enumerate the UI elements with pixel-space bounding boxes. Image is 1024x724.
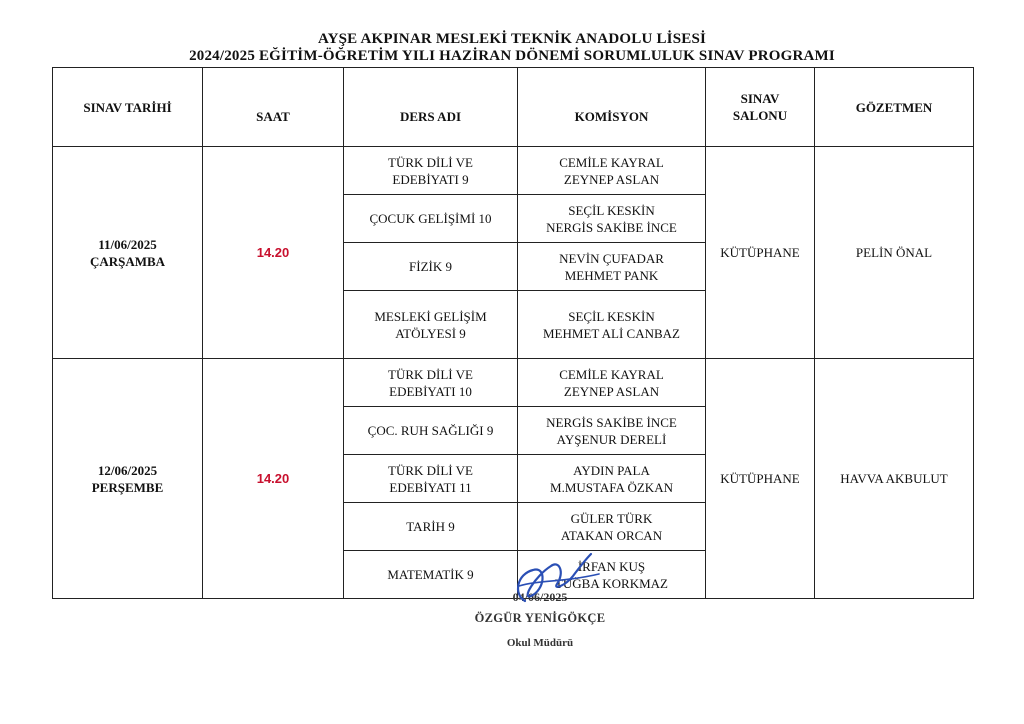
commission-member-1: SEÇİL KESKİN <box>568 202 655 218</box>
table-row <box>53 359 974 407</box>
course-cell <box>344 503 518 551</box>
commission-member-1: NEVİN ÇUFADAR <box>559 250 664 266</box>
commission-member-2: NERGİS SAKİBE İNCE <box>546 219 677 235</box>
course-cell <box>344 359 518 407</box>
table-header-row <box>53 68 974 147</box>
commission-member-1: GÜLER TÜRK <box>570 510 653 526</box>
course-name-line2: ATÖLYESİ 9 <box>395 325 466 341</box>
course-name-line1: TÜRK DİLİ VE <box>388 366 473 382</box>
course-name-line1: TÜRK DİLİ VE <box>388 462 473 478</box>
commission-cell <box>518 503 706 551</box>
document-title: AYŞE AKPINAR MESLEKİ TEKNİK ANADOLU LİSESİ <box>317 31 707 47</box>
course-name-line2: EDEBİYATI 10 <box>389 383 472 399</box>
course-name-line1: ÇOC. RUH SAĞLIĞI 9 <box>367 423 494 438</box>
column-header-room-line1: SINAV <box>740 91 780 106</box>
column-header-time: SAAT <box>203 68 344 147</box>
commission-member-2: AYŞENUR DERELİ <box>556 431 667 447</box>
course-name-line1: TÜRK DİLİ VE <box>388 154 473 170</box>
commission-cell <box>518 291 706 359</box>
course-name-line1: FİZİK 9 <box>409 259 452 274</box>
commission-cell <box>518 455 706 503</box>
commission-member-1: CEMİLE KAYRAL <box>559 154 664 170</box>
document-subtitle: 2024/2025 EĞİTİM-ÖĞRETİM YILI HAZİRAN DÖNEMİ SORUMLULUK SINAV PROGRAMI <box>189 48 835 64</box>
course-cell <box>344 195 518 243</box>
exam-schedule-table <box>52 67 974 599</box>
table-row <box>53 147 974 195</box>
principal-name: ÖZGÜR YENİGÖKÇE <box>474 611 606 625</box>
course-cell <box>344 147 518 195</box>
course-cell <box>344 407 518 455</box>
column-header-room-line2: SALONU <box>732 108 788 123</box>
column-header-commission: KOMİSYON <box>518 68 706 147</box>
course-name-line1: MESLEKİ GELİŞİM <box>374 308 487 324</box>
course-cell <box>344 455 518 503</box>
commission-member-1: İRFAN KUŞ <box>577 558 646 574</box>
exam-weekday: ÇARŞAMBA <box>89 253 166 269</box>
column-header-room <box>706 68 815 147</box>
exam-weekday: PERŞEMBE <box>91 479 164 495</box>
exam-date-cell <box>53 147 203 359</box>
commission-member-2: MEHMET PANK <box>564 267 659 283</box>
exam-date-cell <box>53 359 203 599</box>
commission-cell <box>518 359 706 407</box>
exam-date: 11/06/2025 <box>98 236 157 252</box>
course-cell <box>344 243 518 291</box>
exam-room: KÜTÜPHANE <box>706 359 815 599</box>
commission-member-2: ZEYNEP ASLAN <box>563 171 660 187</box>
exam-room: KÜTÜPHANE <box>706 147 815 359</box>
commission-cell <box>518 407 706 455</box>
course-name-line1: MATEMATİK 9 <box>387 567 474 582</box>
exam-date: 12/06/2025 <box>97 462 158 478</box>
course-name-line2: EDEBİYATI 9 <box>392 171 469 187</box>
commission-member-1: NERGİS SAKİBE İNCE <box>546 414 677 430</box>
commission-cell <box>518 147 706 195</box>
commission-cell <box>518 195 706 243</box>
commission-member-2: TUĞBA KORKMAZ <box>554 575 669 591</box>
course-name-line1: ÇOCUK GELİŞİMİ 10 <box>369 211 492 226</box>
column-header-proctor: GÖZETMEN <box>815 68 974 147</box>
commission-member-1: SEÇİL KESKİN <box>568 308 655 324</box>
principal-title: Okul Müdürü <box>506 637 574 649</box>
course-cell <box>344 291 518 359</box>
commission-cell <box>518 243 706 291</box>
course-name-line2: EDEBİYATI 11 <box>389 479 472 495</box>
commission-member-2: M.MUSTAFA ÖZKAN <box>550 479 673 495</box>
signature-date: 04/06/2025 <box>512 590 568 604</box>
column-header-date: SINAV TARİHİ <box>53 68 203 147</box>
exam-time: 14.20 <box>203 147 344 359</box>
commission-member-2: ZEYNEP ASLAN <box>563 383 660 399</box>
commission-member-1: CEMİLE KAYRAL <box>559 366 664 382</box>
column-header-course: DERS ADI <box>344 68 518 147</box>
commission-member-2: ATAKAN ORCAN <box>560 527 663 543</box>
commission-member-1: AYDIN PALA <box>573 462 650 478</box>
exam-time: 14.20 <box>203 359 344 599</box>
exam-proctor: HAVVA AKBULUT <box>815 359 974 599</box>
exam-proctor: PELİN ÖNAL <box>815 147 974 359</box>
commission-member-2: MEHMET ALİ CANBAZ <box>543 325 680 341</box>
course-name-line1: TARİH 9 <box>406 519 455 534</box>
